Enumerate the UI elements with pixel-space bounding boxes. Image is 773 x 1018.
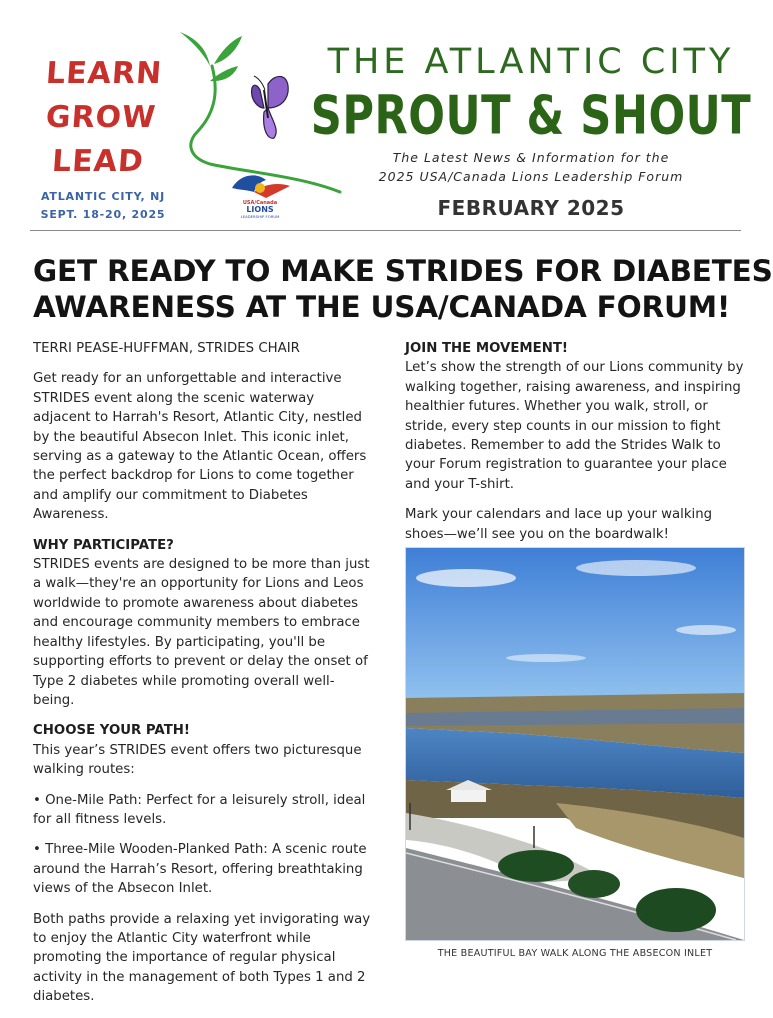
join-movement-paragraph: Let’s show the strength of our Lions community by walking together, raising awareness, and inspiring healthier futures. Whether you walk, stroll, or stride, every step counts in our mission to fight diabetes. Remember to add the Strides Walk to your Forum registration to guarantee your place and your T-shirt. (405, 360, 744, 492)
article-byline: TERRI PEASE-HUFFMAN, STRIDES CHAIR (33, 341, 300, 356)
article-intro-paragraph: Get ready for an unforgettable and interactive STRIDES event along the scenic waterway adjacent to Harrah's Resort, Atlantic City, nestled by the beautiful Absecon Inlet. This iconic inlet, serving as a gateway to the Atlantic Ocean, offers the perfect backdrop for Lions to come together and amplify our commitment to Diabetes Awareness. (33, 371, 367, 523)
path-option-one-mile: • One-Mile Path: Perfect for a leisurely stroll, ideal for all fitness levels. (33, 792, 366, 827)
choose-path-heading: CHOOSE YOUR PATH! (33, 723, 190, 739)
logo-word-learn: LEARN (44, 56, 164, 91)
why-participate-paragraph: STRIDES events are designed to be more than just a walk—they're an opportunity for Lions and Leos worldwide to promote awareness about diabetes and encourage community members to embrace healthy lifestyles. By participating, you'll be supporting efforts to prevent or delay the onset of Type 2 diabetes while promoting overall well-being. (33, 557, 370, 708)
logo-word-lead: LEAD (50, 144, 146, 179)
event-location: ATLANTIC CITY, NJ (40, 190, 166, 203)
article-right-column (405, 339, 750, 555)
closing-paragraph: Both paths provide a relaxing yet invigorating way to enjoy the Atlantic City waterfront while promoting the importance of regular physical activity in the management of both Types 1 and 2 diabetes. (33, 911, 371, 1005)
lions-leadership-forum-logo (226, 170, 294, 220)
lions-logo-main-text: LIONS (246, 205, 274, 214)
issue-date: FEBRUARY 2025 (437, 196, 625, 220)
masthead-tagline (306, 148, 756, 186)
masthead-kicker: THE ATLANTIC CITY (327, 42, 735, 82)
leaf-icon (180, 32, 210, 66)
photo-caption: THE BEAUTIFUL BAY WALK ALONG THE ABSECON INLET (437, 948, 713, 959)
leaf-icon (214, 36, 242, 64)
bay-walk-photo (405, 547, 745, 941)
logo-word-grow: GROW (44, 100, 158, 135)
lions-logo-sub-text: LEADERSHIP FORUM (240, 214, 280, 219)
path-option-three-mile: • Three-Mile Wooden-Planked Path: A scenic route around the Harrah’s Resort, offering breathtaking views of the Absecon Inlet. (33, 842, 367, 897)
tagline-line-1: The Latest News & Information for the (392, 150, 670, 165)
header-divider (30, 230, 741, 231)
event-dates: SEPT. 18-20, 2025 (40, 208, 166, 221)
learn-grow-lead-logo (35, 52, 166, 184)
article-headline (33, 253, 773, 325)
tagline-line-2: 2025 USA/Canada Lions Leadership Forum (378, 169, 684, 184)
join-movement-heading: JOIN THE MOVEMENT! (405, 341, 568, 356)
why-participate-heading: WHY PARTICIPATE? (33, 537, 174, 553)
masthead-title: SPROUT & SHOUT (310, 84, 752, 147)
choose-path-intro: This year’s STRIDES event offers two picturesque walking routes: (33, 742, 362, 778)
headline-line-1: GET READY TO MAKE STRIDES FOR DIABETES (33, 254, 773, 288)
article-left-column (33, 339, 373, 1018)
headline-line-2: AWARENESS AT THE USA/CANADA FORUM! (33, 290, 731, 324)
mark-calendars-paragraph: Mark your calendars and lace up your walking shoes—we’ll see you on the boardwalk! (405, 507, 713, 542)
butterfly-icon (252, 76, 289, 138)
lions-logo-top-text: USA/Canada (242, 200, 278, 206)
